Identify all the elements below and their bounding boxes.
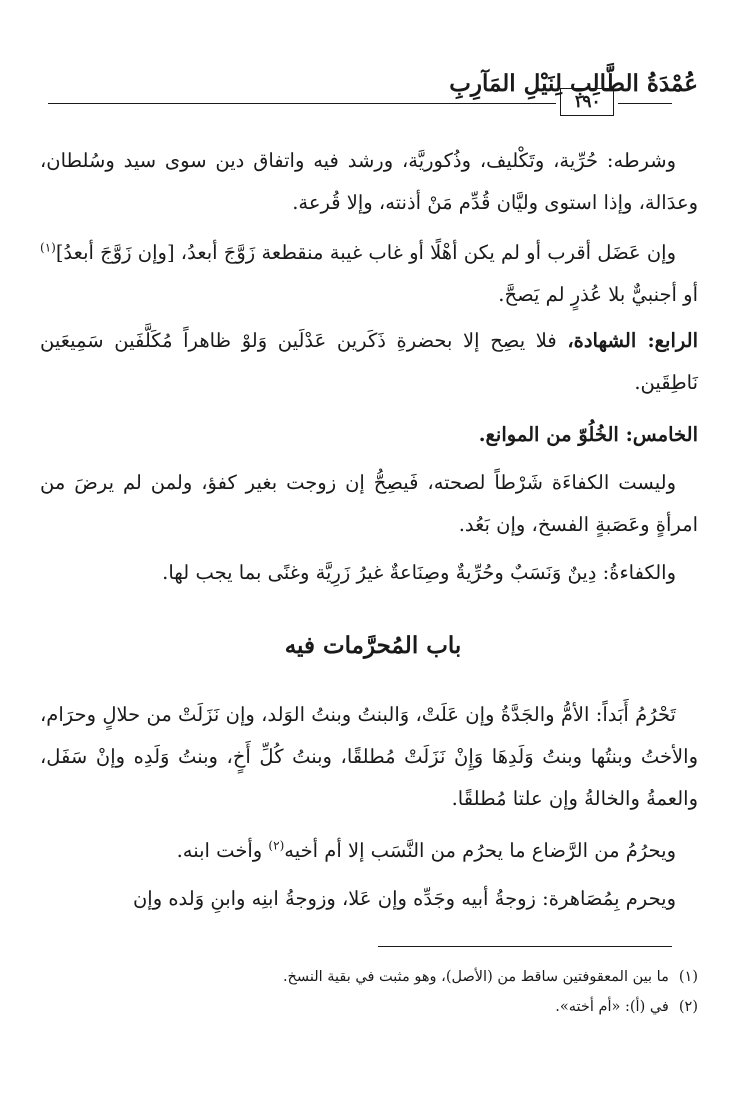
page-number-box: ١٩٠ [560,88,614,116]
paragraph-text: وليست الكفاءَة شَرْطاً لصحته، فَيصِحُّ إن زوجت بغير كفؤ، ولمن لم يرضَ من امرأةٍ وعَصَبةٍ الفسخ، وإن بَعُد. [40,471,698,536]
paragraph-guardian-absence [40,232,698,316]
paragraph-text: ويحرُمُ من الرَّضاع ما يحرُم من النَّسَب إلا أم أخيه [284,839,676,862]
paragraph-nursing [40,830,698,872]
paragraph-fourth-witnessing [40,320,698,404]
paragraph-text: فلا يصِح إلا بحضرةِ ذَكَرين عَدْلَين وَلوْ ظاهراً مُكَلَّفَين سَمِيعَين نَاطِقَين. [40,329,698,394]
section-heading: باب المُحرَّمات فيه [284,632,462,659]
footnote-number: (٢) [678,999,698,1015]
paragraph-text: وإن عَضَل أقرب أو لم يكن أهْلًا أو غاب غيبة منقطعة زَوَّجَ أبعدُ، [وإن زَوَّجَ أبعدُ] [55,241,676,264]
paragraph-text: تَحْرُمُ أَبَداً: الأمُّ والجَدَّةُ وإن عَلَتْ، وَالبنتُ وبنتُ الوَلد، وإن نَزَلَتْ من حلالٍ وحرَام، والأختُ وبنتُها وبنتُ وَلَدِهَا وَإِنْ نَزَلَتْ مُطلقًا، وبنتُ كُلِّ أَخٍ، وبنتُ وَلَدِه وإنْ سَفَل، والعمةُ والخالةُ وإن علتا مُطلقًا. [40,703,698,810]
paragraph-text: وشرطه: حُرِّية، وتَكْليف، وذُكوريَّة، ورشد فيه واتفاق دين سوى سيد وسُلطان، وعدَالة، وإذا استوى وليَّان قُدِّم مَنْ أذنته، وإلا قُرعة. [40,149,698,214]
footnote-text: في (أ): «أم أخته». [555,999,669,1015]
footnote-1 [60,966,698,988]
paragraph-text: ويحرم بِمُصَاهرة: زوجةُ أبيه وجَدِّه وإن عَلا، وزوجةُ ابنِه وابنِ وَلده وإن [132,887,676,910]
header-rule-right [618,103,672,104]
paragraph-permanent-prohibitions [40,694,698,820]
paragraph-lead: الخامس: الخُلُوّ من الموانع. [478,423,698,446]
paragraph-fifth-impediments [40,414,698,456]
footnote-text: ما بين المعقوفتين ساقط من (الأصل)، وهو مثبت في بقية النسخ. [282,969,669,985]
footnote-number: (١) [678,969,698,985]
footnote-2 [60,996,698,1018]
paragraph-lead: الرابع: الشهادة، [567,329,698,352]
footnote-separator [378,946,672,947]
paragraph-tail: أو أجنبيٌّ بلا عُذرٍ لم يَصحَّ. [498,283,698,306]
paragraph-conditions [40,140,698,224]
paragraph-compatibility-definition [40,552,698,594]
header-rule-left [48,103,556,104]
paragraph-text: والكفاءةُ: دِينٌ وَنَسَبٌ وحُرِّيةٌ وصِنَاعةٌ غيرُ زَرِيَّة وغنًى بما يجب لها. [162,561,676,584]
paragraph-compatibility [40,462,698,546]
footnote-ref-2[interactable]: (٢) [268,838,285,853]
paragraph-tail: وأخت ابنه. [176,839,269,862]
paragraph-marriage-relation [40,878,698,920]
running-header-title: عُمْدَةُ الطَّالِبِ لِنَيْلِ المَآرِبِ [449,70,698,97]
footnote-ref-1[interactable]: (١) [40,240,56,255]
